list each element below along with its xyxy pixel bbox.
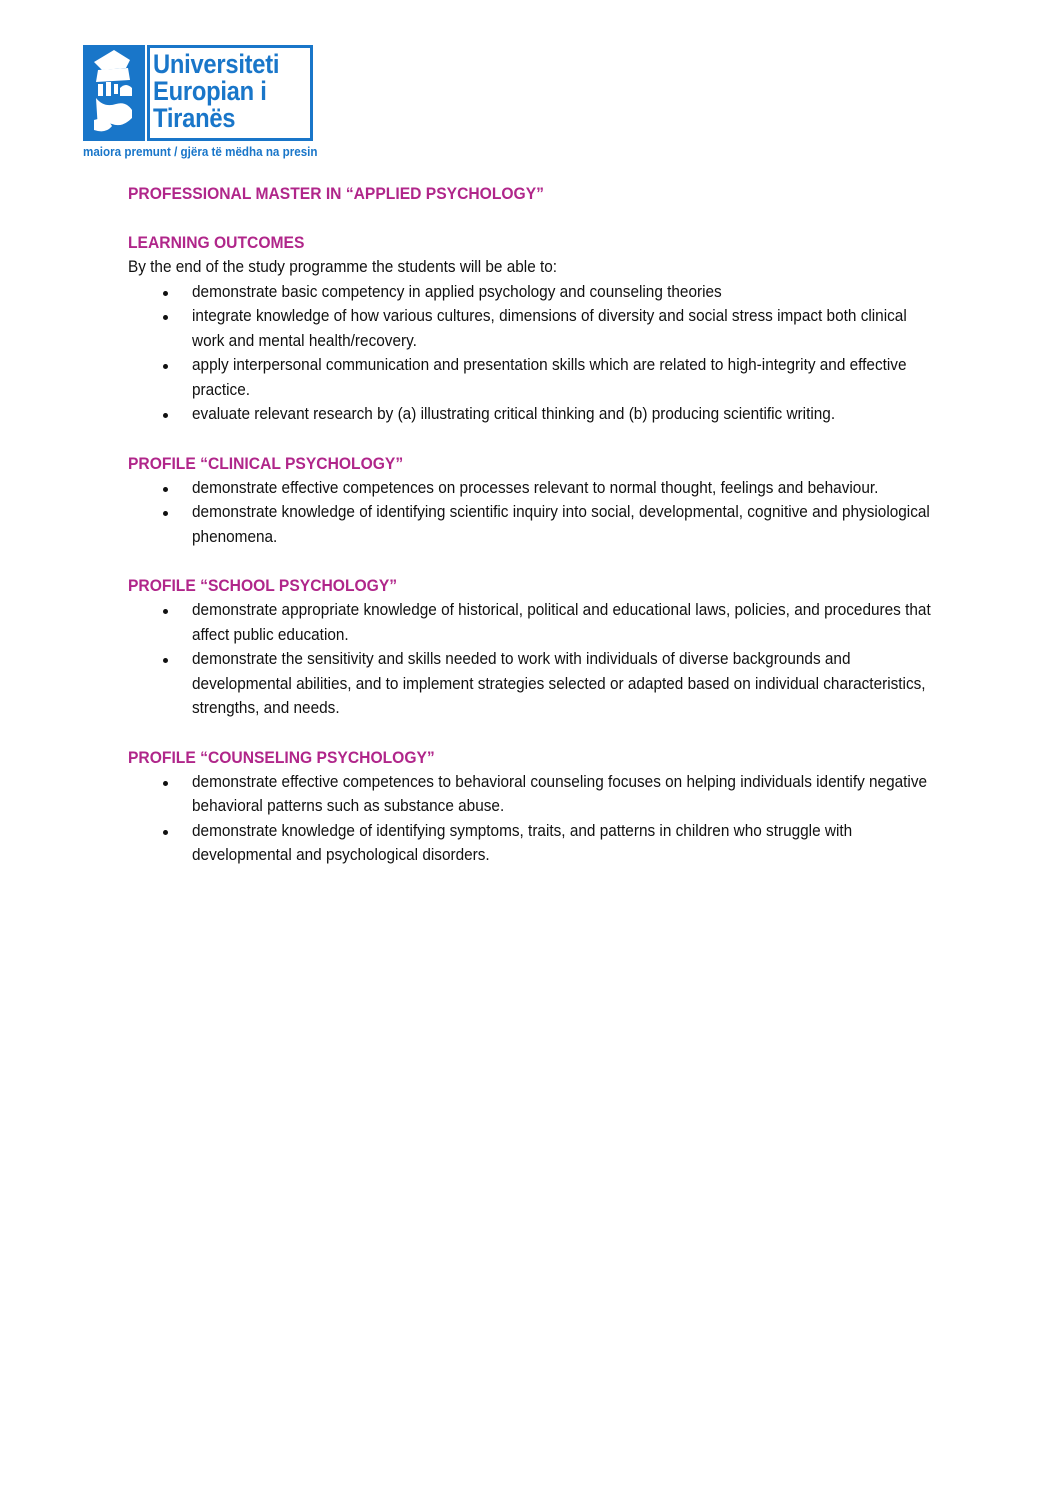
learning-outcomes-heading: LEARNING OUTCOMES	[128, 233, 305, 252]
clinical-psychology-list	[128, 476, 948, 550]
learning-outcomes-intro: By the end of the study programme the students will be able to:	[128, 258, 558, 276]
school-psychology-section	[128, 574, 948, 721]
bullet-icon	[163, 364, 168, 369]
document-title: PROFESSIONAL MASTER IN “APPLIED PSYCHOLOGY”	[128, 184, 544, 203]
list-item: demonstrate effective competences to behavioral counseling focuses on helping individuals identify negative behavioral patterns such as substance abuse.	[128, 770, 992, 819]
learning-outcomes-list	[128, 280, 948, 427]
bullet-icon	[163, 315, 168, 320]
list-item: apply interpersonal communication and presentation skills which are related to high-integrity and effective practice.	[128, 353, 992, 402]
school-psychology-heading: PROFILE “SCHOOL PSYCHOLOGY”	[128, 576, 398, 595]
bullet-icon	[163, 609, 168, 614]
university-logo	[83, 45, 323, 163]
list-item: demonstrate knowledge of identifying scientific inquiry into social, developmental, cognitive and physiological phenomena.	[128, 500, 992, 549]
list-item: demonstrate basic competency in applied psychology and counseling theories	[128, 280, 992, 305]
list-item: demonstrate knowledge of identifying symptoms, traits, and patterns in children who struggle with developmental and psychological disorders.	[128, 819, 992, 868]
list-item: integrate knowledge of how various cultures, dimensions of diversity and social stress impact both clinical work and mental health/recovery.	[128, 304, 992, 353]
learning-outcomes-section	[128, 231, 948, 427]
logo-line-3: Tiranës	[153, 103, 236, 133]
svg-text:UE: UE	[119, 96, 133, 107]
list-item: evaluate relevant research by (a) illustrating critical thinking and (b) producing scientific writing.	[128, 402, 992, 427]
logo-line-1: Universiteti	[153, 49, 280, 79]
school-psychology-list	[128, 598, 948, 721]
clinical-psychology-section	[128, 452, 948, 550]
logo-line-2: Europian i	[153, 76, 267, 106]
list-item: demonstrate effective competences on processes relevant to normal thought, feelings and behaviour.	[128, 476, 992, 501]
bullet-icon	[163, 487, 168, 492]
counseling-psychology-heading: PROFILE “COUNSELING PSYCHOLOGY”	[128, 747, 435, 767]
bullet-icon	[163, 291, 168, 296]
logo-motto: maiora premunt / gjëra të mëdha na presin	[83, 145, 318, 159]
clinical-psychology-heading: PROFILE “CLINICAL PSYCHOLOGY”	[128, 453, 404, 473]
document-body	[128, 182, 948, 868]
university-tower-emblem-icon	[83, 45, 145, 141]
counseling-psychology-list	[128, 770, 948, 868]
list-item: demonstrate appropriate knowledge of historical, political and educational laws, policies, and procedures that affect public education.	[128, 598, 992, 647]
list-item: demonstrate the sensitivity and skills needed to work with individuals of diverse backgrounds and developmental abilities, and to implement strategies selected or adapted based on individual characteristics, strengths, and needs.	[128, 647, 992, 721]
bullet-icon	[163, 511, 168, 516]
bullet-icon	[163, 830, 168, 835]
university-wordmark	[147, 45, 313, 141]
bullet-icon	[163, 781, 168, 786]
bullet-icon	[163, 413, 168, 418]
bullet-icon	[163, 658, 168, 663]
counseling-psychology-section	[128, 746, 948, 868]
